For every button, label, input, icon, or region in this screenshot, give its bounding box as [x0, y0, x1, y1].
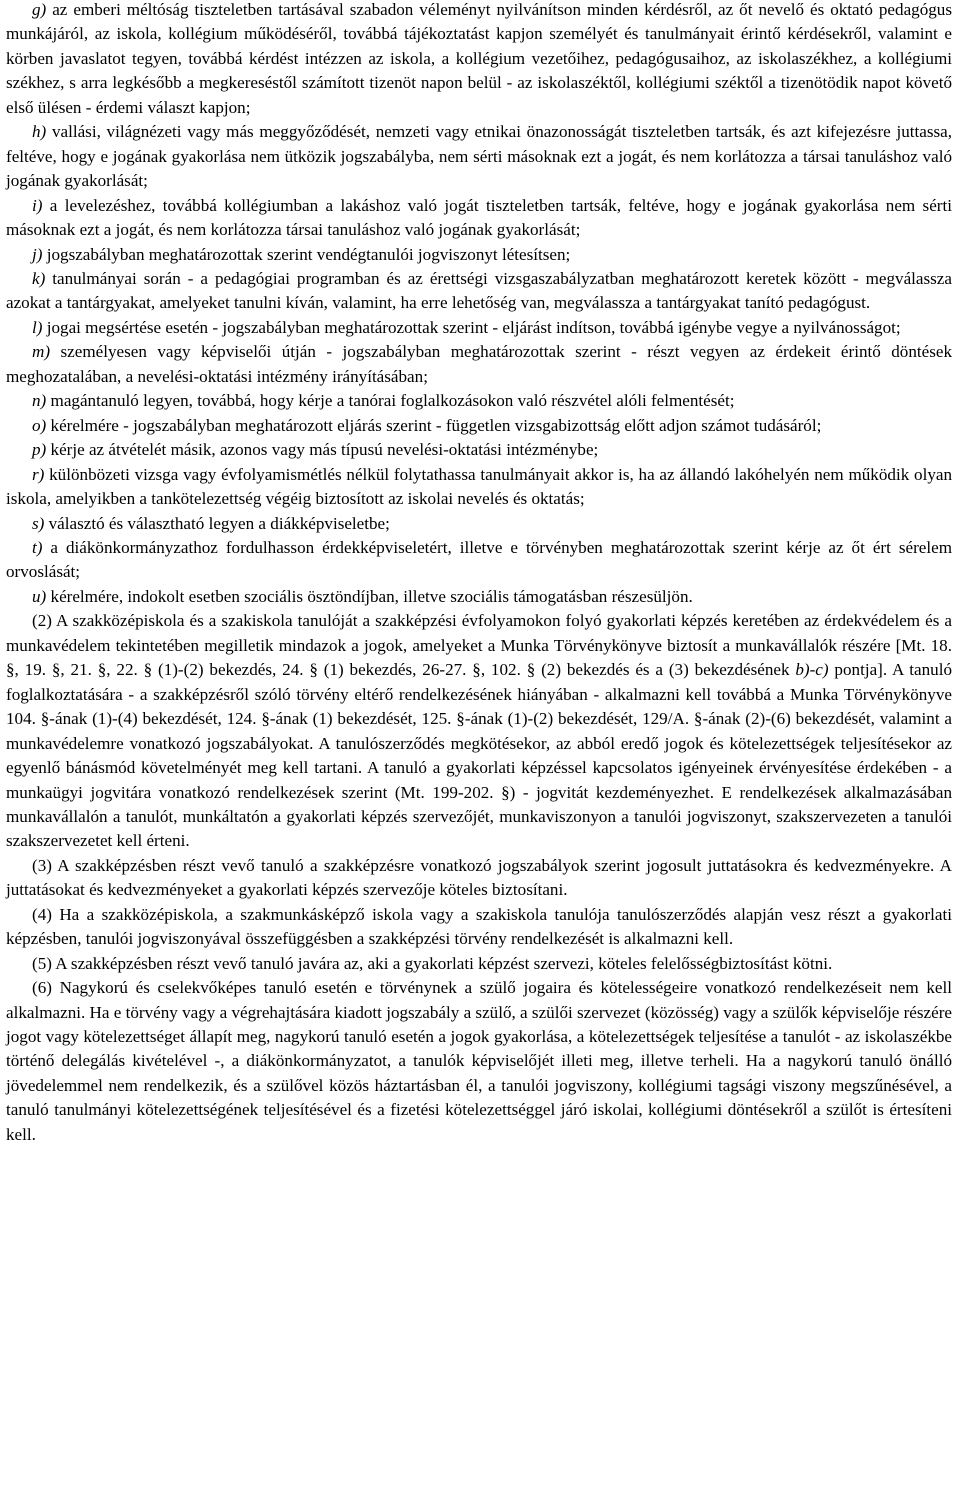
item-t [6, 536, 952, 585]
item-text: kérje az átvételét másik, azonos vagy más típusú nevelési-oktatási intézménybe; [46, 440, 599, 460]
item-text: választó és választható legyen a diákképviseletbe; [44, 513, 390, 533]
item-o [6, 414, 952, 438]
item-text: tanulmányai során - a pedagógiai programban és az érettségi vizsgaszabályzatban meghatározott keretek között - megválassza azokat a tantárgyakat, amelyeket tanulni kíván, valamint, ha erre lehetőség van, megválassza a tantárgyakat tanító pedagógust. [6, 268, 952, 313]
item-letter: r) [32, 464, 45, 484]
item-m [6, 340, 952, 389]
item-letter: j) [32, 244, 43, 264]
item-p [6, 438, 952, 462]
item-j [6, 243, 952, 267]
item-letter: g) [32, 0, 47, 19]
item-letter: h) [32, 122, 47, 142]
item-text: a diákönkormányzathoz fordulhasson érdekképviseletért, illetve e törvényben meghatározottak szerint kérje az őt ért sérelem orvoslását; [6, 537, 952, 582]
section-2-paragraph [6, 609, 952, 854]
item-text: kérelmére - jogszabályban meghatározott eljárás szerint - független vizsgabizottság előtt adjon számot tudásáról; [46, 415, 822, 435]
item-h [6, 120, 952, 193]
item-text: az emberi méltóság tiszteletben tartásával szabadon véleményt nyilvánítson minden kérdésről, az őt nevelő és oktató pedagógus munkájáról, az iskola, kollégium működéséről, továbbá tájékoztatást kapjon személyét és tanulmányait érintő kérdésekről, valamint e körben javaslatot tegyen, továbbá kérdést intézzen az iskola, a kollégium vezetőihez, pedagógusaihoz, az iskolaszékhez, a kollégiumi székhez, s arra legkésőbb a megkereséstől számított tizenöt napon belül - az iskolaszéktől, kollégiumi széktől a tizenötödik napot követő első ülésen - érdemi választ kapjon; [6, 0, 952, 117]
item-letter: t) [32, 537, 43, 557]
item-s [6, 512, 952, 536]
section-4-paragraph: (4) Ha a szakközépiskola, a szakmunkásképző iskola vagy a szakiskola tanulója tanulószerződés alapján vesz részt a gyakorlati képzésben, tanulói jogviszonyával összefüggésben a szakképzési törvény rendelkezését is alkalmazni kell. [6, 904, 952, 949]
item-text: személyesen vagy képviselői útján - jogszabályban meghatározottak szerint - részt vegyen az érdekeit érintő döntések meghozatalában, a nevelési-oktatási intézmény irányításában; [6, 342, 952, 386]
item-r [6, 463, 952, 512]
section-2-italic-ref: b)-c) [795, 660, 829, 680]
item-text: kérelmére, indokolt esetben szociális ösztöndíjban, illetve szociális támogatásban részesüljön. [46, 586, 693, 606]
item-text: különbözeti vizsga vagy évfolyamismétlés nélkül folytathassa tanulmányait akkor is, ha az állandó lakóhelyén nem működik olyan iskola, amelyikben a tankötelezettség végéig biztosított az iskolai nevelés és oktatás; [6, 464, 952, 509]
item-letter: o) [32, 415, 47, 435]
item-letter: u) [32, 586, 47, 606]
item-text: a levelezéshez, továbbá kollégiumban a lakáshoz való jogát tiszteletben tartsák, feltéve, hogy e jogának gyakorlása nem sérti másoknak ezt a jogát, és nem korlátozza társai tanuláshoz való jogának gyakorlását; [6, 195, 952, 240]
item-text: vallási, világnézeti vagy más meggyőződését, nemzeti vagy etnikai önazonosságát tiszteletben tartsák, és azt kifejezésre juttassa, feltéve, hogy e jogának gyakorlása nem ütközik jogszabályba, nem sérti másoknak ezt a jogát, és nem korlátozza a társai tanuláshoz való jogának gyakorlását; [6, 122, 952, 191]
item-letter: s) [32, 513, 45, 533]
item-n [6, 389, 952, 413]
section-3-paragraph: (3) A szakképzésben részt vevő tanuló a szakképzésre vonatkozó jogszabályok szerint jogosult juttatásokra és kedvezményekre. A juttatásokat és kedvezményeket a gyakorlati képzés szervezője köteles biztosítani. [6, 855, 952, 900]
item-letter: k) [32, 268, 46, 288]
item-l [6, 316, 952, 340]
item-k [6, 267, 952, 316]
section-6-paragraph: (6) Nagykorú és cselekvőképes tanuló esetén e törvénynek a szülő jogaira és kötelességeire vonatkozó rendelkezéseit nem kell alkalmazni. Ha e törvény vagy a végrehajtására kiadott jogszabály a szülő, a szülői szervezet (közösség) vagy a szülők képviselője részére jogot vagy kötelezettséget állapít meg, nagykorú tanuló esetén a jogok gyakorlása, a kötelezettségek teljesítése a tanulót - az iskolaszékbe történő delegálás kivételével -, a diákönkormányzatot, a tanulók képviselőjét illeti meg, illetve terheli. Ha a nagykorú tanuló önálló jövedelemmel nem rendelkezik, és a szülővel közös háztartásban él, a tanulói jogviszony, kollégiumi tagsági viszony megszűnésével, a tanuló tanulmányi kötelezettségének teljesítésével és a fizetési kötelezettséggel járó iskolai, kollégiumi döntésekről a szülőt is értesíteni kell. [6, 978, 952, 1144]
item-letter: p) [32, 440, 47, 460]
section-2-text-part2: pontja]. A tanuló foglalkoztatására - a szakképzésről szóló törvény eltérő rendelkezésének hiányában - alkalmazni kell továbbá a Munka Törvénykönyve 104. §-ának (1)-(4) bekezdését, 124. §-ának (1) bekezdését, 125. §-ának (1)-(2) bekezdését, 129/A. §-ának (2)-(6) bekezdését, valamint a munkavédelemre vonatkozó jogszabályokat. A tanulószerződés megkötésekor, az abból eredő jogok és kötelezettségek teljesítésekor az egyenlő bánásmód követelményét meg kell tartani. A tanuló a gyakorlati képzéssel kapcsolatos igényeinek érvényesítése érdekében - a munkaügyi jogvitára vonatkozó rendelkezések szerint (Mt. 199-202. §) - jogvitát kezdeményezhet. E rendelkezések alkalmazásában munkavállalón a tanulót, munkáltatón a gyakorlati képzés szervezőjét, munkaviszonyon a tanulói jogviszonyt, szakszervezeten a tanulói szakszervezetet kell érteni. [6, 660, 952, 851]
item-text: jogszabályban meghatározottak szerint vendégtanulói jogviszonyt létesítsen; [42, 244, 571, 264]
item-letter: n) [32, 391, 47, 411]
item-u [6, 585, 952, 609]
item-i [6, 194, 952, 243]
item-text: jogai megsértése esetén - jogszabályban meghatározottak szerint - eljárást indítson, továbbá igénybe vegye a nyilvánosságot; [42, 317, 901, 337]
item-text: magántanuló legyen, továbbá, hogy kérje a tanórai foglalkozásokon való részvétel alóli felmentését; [46, 391, 735, 411]
item-letter: m) [32, 342, 51, 362]
section-2-text-part1: (2) A szakközépiskola és a szakiskola tanulóját a szakképzési évfolyamokon folyó gyakorlati képzés keretében az érdekvédelem és a munkavédelem tekintetében megilletik mindazok a jogok, amelyeket a Munka Törvénykönyve biztosít a munkavállalók részére [Mt. 18. §, 19. §, 21. §, 22. § (1)-(2) bekezdés, 24. § (1) bekezdés, 26-27. §, 102. § (2) bekezdés és a (3) bekezdésének [6, 611, 952, 680]
item-g [6, 0, 952, 120]
section-5-paragraph: (5) A szakképzésben részt vevő tanuló javára az, aki a gyakorlati képzést szervezi, köteles felelősségbiztosítást kötni. [32, 953, 833, 973]
item-letter: l) [32, 317, 43, 337]
item-letter: i) [32, 195, 43, 215]
